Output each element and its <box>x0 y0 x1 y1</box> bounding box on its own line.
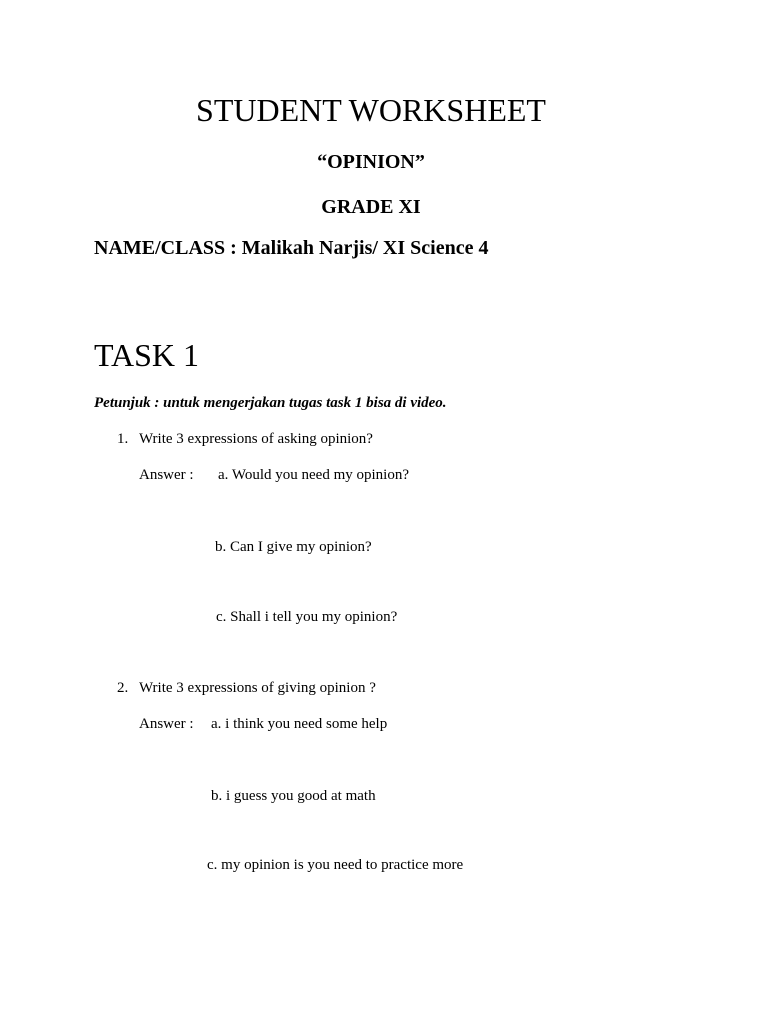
question-text: Write 3 expressions of giving opinion ? <box>139 680 376 696</box>
grade-label: GRADE XI <box>321 196 421 218</box>
question-number: 1. <box>117 431 129 447</box>
question-item <box>117 432 373 447</box>
worksheet-title: STUDENT WORKSHEET <box>196 92 546 128</box>
answer-item: c. my opinion is you need to practice more <box>207 857 464 873</box>
answer-label: Answer : <box>139 467 194 483</box>
question-text: Write 3 expressions of asking opinion? <box>139 431 373 447</box>
answer-item: a. Would you need my opinion? <box>218 467 409 483</box>
question-number: 2. <box>117 680 129 696</box>
worksheet-topic: “OPINION” <box>317 151 425 173</box>
answer-item: b. Can I give my opinion? <box>215 539 372 555</box>
task-instruction: Petunjuk : untuk mengerjakan tugas task 1 bisa di video. <box>94 395 447 411</box>
answer-item: b. i guess you good at math <box>211 788 376 804</box>
question-item <box>117 681 376 696</box>
name-class-line: NAME/CLASS : Malikah Narjis/ XI Science 4 <box>94 237 489 259</box>
task-heading: TASK 1 <box>94 337 199 373</box>
answer-item: c. Shall i tell you my opinion? <box>216 609 398 625</box>
answer-item: a. i think you need some help <box>211 716 388 732</box>
answer-label: Answer : <box>139 716 194 732</box>
